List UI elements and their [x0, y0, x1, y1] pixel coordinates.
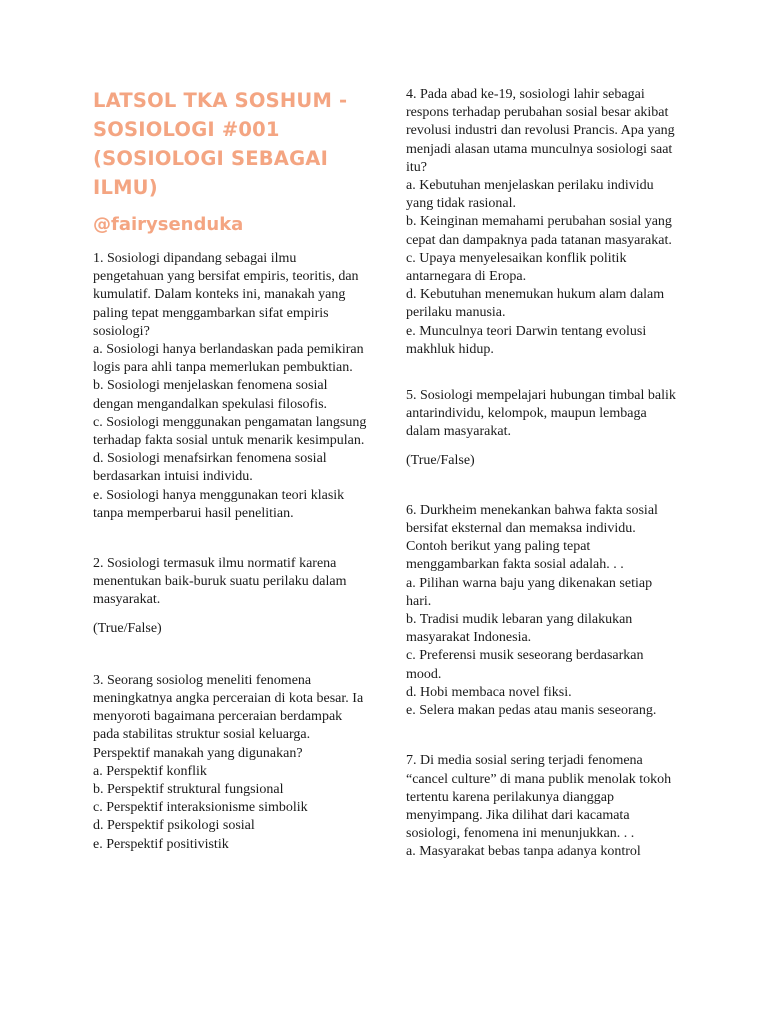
option-a: a. Pilihan warna baju yang dikenakan setiap hari.: [406, 575, 653, 609]
option-e: e. Selera makan pedas atau manis seseorang.: [406, 703, 657, 719]
question-text: 7. Di media sosial sering terjadi fenomena “cancel culture” di mana publik menolak tokoh tertentu karena perilakunya dianggap menyimpang. Jika dilihat dari kacamata sosiologi, fenomena ini menunjukkan. . .: [406, 753, 672, 842]
option-b: b. Keinginan memahami perubahan sosial yang cepat dan dampaknya pada tatanan masyarakat.: [406, 214, 672, 248]
option-e: e. Munculnya teori Darwin tentang evolusi makhluk hidup.: [406, 323, 647, 357]
question-text: 6. Durkheim menekankan bahwa fakta sosial bersifat eksternal dan memaksa individu. Contoh berikut yang paling tepat menggambarkan fakta sosial adalah. . .: [406, 502, 658, 573]
option-b: b. Sosiologi menjelaskan fenomena sosial dengan mengandalkan spekulasi filosofis.: [93, 378, 328, 412]
option-c: c. Perspektif interaksionisme simbolik: [93, 800, 308, 816]
answer-format: (True/False): [93, 620, 162, 636]
option-b: b. Tradisi mudik lebaran yang dilakukan masyarakat Indonesia.: [406, 612, 633, 646]
option-d: d. Hobi membaca novel fiksi.: [406, 684, 572, 700]
option-d: d. Sosiologi menafsirkan fenomena sosial berdasarkan intuisi individu.: [93, 451, 327, 485]
option-d: d. Perspektif psikologi sosial: [93, 818, 255, 834]
left-column: [93, 86, 368, 854]
question-4: [406, 86, 676, 359]
question-text: 3. Seorang sosiolog meneliti fenomena meningkatnya angka perceraian di kota besar. Ia menyoroti bagaimana perceraian berdampak pada stabilitas struktur sosial keluarga. Perspektif manakah yang digunakan?: [93, 672, 364, 761]
question-7: [406, 752, 676, 861]
option-c: c. Sosiologi menggunakan pengamatan langsung terhadap fakta sosial untuk menarik kesimpulan.: [93, 414, 367, 449]
right-column: [406, 86, 676, 862]
question-5: [406, 387, 676, 470]
option-a: a. Perspektif konflik: [93, 763, 207, 779]
option-b: b. Perspektif struktural fungsional: [93, 782, 284, 798]
author-handle: @fairysenduka: [93, 214, 244, 235]
option-a: a. Sosiologi hanya berlandaskan pada pemikiran logis para ahli tanpa memerlukan pembuktian.: [93, 342, 364, 376]
option-d: d. Kebutuhan menemukan hukum alam dalam perilaku manusia.: [406, 287, 665, 321]
option-c: c. Preferensi musik seseorang berdasarkan mood.: [406, 648, 644, 682]
question-text: 2. Sosiologi termasuk ilmu normatif karena menentukan baik-buruk suatu perilaku dalam masyarakat.: [93, 556, 347, 608]
question-3: [93, 672, 368, 854]
question-text: 1. Sosiologi dipandang sebagai ilmu pengetahuan yang bersifat empiris, teoritis, dan kumulatif. Dalam konteks ini, manakah yang paling tepat menggambarkan sifat empiris sosiologi?: [93, 251, 359, 339]
question-2: [93, 555, 368, 638]
question-1: [93, 250, 368, 523]
option-e: e. Perspektif positivistik: [93, 836, 229, 852]
answer-format: (True/False): [406, 452, 475, 468]
option-a: a. Kebutuhan menjelaskan perilaku individu yang tidak rasional.: [406, 178, 654, 212]
option-e: e. Sosiologi hanya menggunakan teori klasik tanpa memperbarui hasil penelitian.: [93, 487, 345, 521]
option-c: c. Upaya menyelesaikan konflik politik antarnegara di Eropa.: [406, 250, 627, 285]
question-text: 4. Pada abad ke-19, sosiologi lahir sebagai respons terhadap perubahan sosial besar akibat revolusi industri dan revolusi Prancis. Apa yang menjadi alasan utama munculnya sosiologi saat itu?: [406, 87, 675, 175]
option-a: a. Masyarakat bebas tanpa adanya kontrol: [406, 844, 641, 860]
document-title: LATSOL TKA SOSHUM - SOSIOLOGI #001 (SOSIOLOGI SEBAGAI ILMU): [93, 89, 348, 199]
question-6: [406, 502, 676, 720]
question-text: 5. Sosiologi mempelajari hubungan timbal balik antarindividu, kelompok, maupun lembaga dalam masyarakat.: [406, 388, 676, 440]
